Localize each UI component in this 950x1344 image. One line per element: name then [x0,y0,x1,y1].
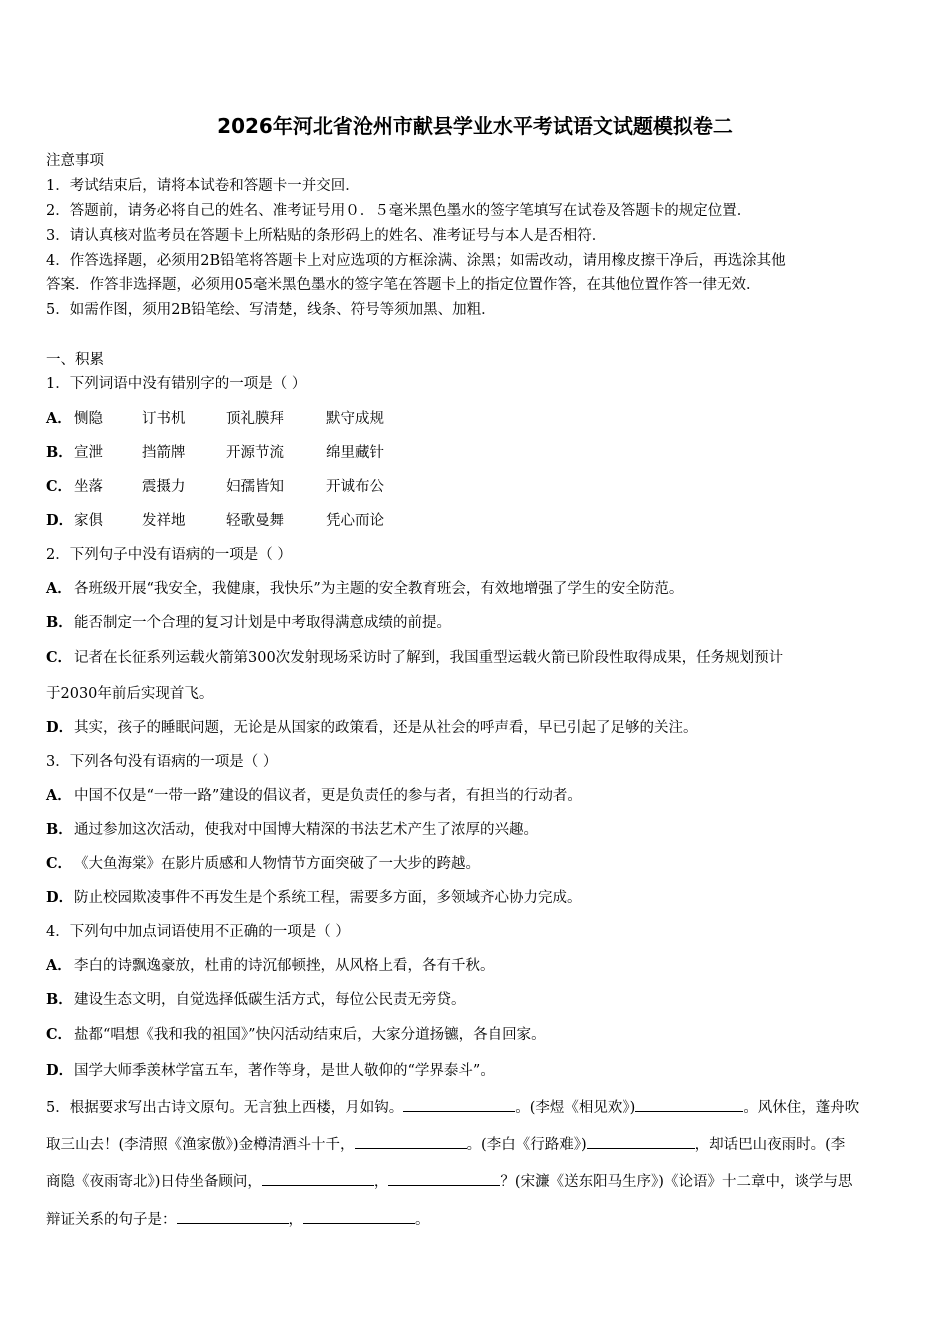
answer-blank[interactable] [635,1097,743,1112]
option-text: 国学大师季羡林学富五车，著作等身，是世人敬仰的“学界泰斗”。 [74,1063,495,1079]
question-stem: 2．下列句子中没有语病的一项是（ ） [46,547,292,563]
option-text: 其实，孩子的睡眠问题，无论是从国家的政策看，还是从社会的呼声看，早已引起了足够的关注。 [74,720,698,736]
notice-item: 3．请认真核对监考员在答题卡上所粘贴的条形码上的姓名、准考证号与本人是否相符． [46,228,607,244]
option-label: D． [46,1062,74,1079]
option-row [46,888,582,908]
option-continuation: 于2030年前后实现首飞。 [46,686,214,702]
q5-text: 。 [415,1212,430,1228]
option-row [46,443,384,463]
option-word: 订书机 [142,411,186,427]
option-row [46,854,480,874]
option-label: C． [46,1026,73,1043]
answer-blank[interactable] [403,1097,515,1112]
q5-text: ？(宋濂《送东阳马生序》)《论语》十二章中，谈学与思 [500,1174,853,1190]
q5-line [46,1097,859,1118]
option-word: 震摄力 [142,479,186,495]
option-label: A． [46,580,72,597]
option-text: 能否制定一个合理的复习计划是中考取得满意成绩的前提。 [74,615,451,631]
q5-text: 5．根据要求写出古诗文原句。无言独上西楼，月如钩。 [46,1100,404,1116]
option-word: 凭心而论 [326,513,384,529]
option-label: D． [46,512,74,529]
answer-blank[interactable] [388,1171,500,1186]
option-row [46,409,384,429]
option-text: 李白的诗飘逸豪放，杜甫的诗沉郁顿挫，从风格上看，各有千秋。 [74,958,495,974]
option-label: C． [46,478,73,495]
option-text: 防止校园欺凌事件不再发生是个系统工程，需要多方面，多领域齐心协力完成。 [74,890,582,906]
option-label: C． [46,649,73,666]
option-row [46,718,698,738]
option-word: 绵里藏针 [326,445,384,461]
notice-heading: 注意事项 [46,153,104,169]
notice-item: 5．如需作图，须用2B铅笔绘、写清楚，线条、符号等须加黑、加粗． [46,302,496,318]
question-stem: 1．下列词语中没有错别字的一项是（ ） [46,376,307,392]
q5-line [46,1171,852,1192]
option-label: B． [46,821,73,838]
option-word: 轻歌曼舞 [226,513,284,529]
option-word: 发祥地 [142,513,186,529]
option-row [46,477,384,497]
answer-blank[interactable] [177,1209,289,1224]
option-label: A． [46,787,72,804]
option-text: 《大鱼海棠》在影片质感和人物情节方面突破了一大步的跨越。 [74,856,480,872]
answer-blank[interactable] [303,1209,415,1224]
q5-text: 。(李白《行路难》) [466,1137,587,1153]
option-label: A． [46,957,72,974]
option-word: 开诚布公 [326,479,384,495]
answer-blank[interactable] [587,1134,695,1149]
option-label: D． [46,719,74,736]
q5-text: 。风休住，蓬舟吹 [743,1100,860,1116]
q5-text: ，却话巴山夜雨时。(李 [694,1137,846,1153]
page-title: 2026年河北省沧州市献县学业水平考试语文试题模拟卷二 [217,114,733,138]
option-text: 中国不仅是“一带一路”建设的倡议者，更是负责任的参与者，有担当的行动者。 [74,788,582,804]
option-text: 记者在长征系列运载火箭第300次发射现场采访时了解到，我国重型运载火箭已阶段性取得成果，任务规划预计 [74,650,784,666]
option-word: 顶礼膜拜 [226,411,284,427]
q5-line [46,1134,845,1155]
option-row [46,1025,546,1045]
question-stem: 3．下列各句没有语病的一项是（ ） [46,754,278,770]
option-word: 开源节流 [226,445,284,461]
option-row [46,786,582,806]
notice-item: 2．答题前，请务必将自己的姓名、准考证号用０．５毫米黑色墨水的签字笔填写在试卷及答题卡的规定位置． [46,203,752,219]
option-row [46,579,683,599]
option-label: A． [46,410,72,427]
notice-item: 4．作答选择题，必须用2B铅笔将答题卡上对应选项的方框涂满、涂黑；如需改动，请用橡皮擦干净后，再选涂其他 [46,253,786,269]
option-word: 恻隐 [74,411,103,427]
q5-text: 辩证关系的句子是： [46,1212,177,1228]
option-text: 建设生态文明，自觉选择低碳生活方式，每位公民责无旁贷。 [74,992,466,1008]
q5-text: ， [373,1174,389,1190]
answer-blank[interactable] [262,1171,374,1186]
option-row [46,990,466,1010]
option-label: B． [46,991,73,1008]
answer-blank[interactable] [355,1134,467,1149]
option-row [46,956,495,976]
option-word: 默守成规 [326,411,384,427]
option-word: 宣泄 [74,445,103,461]
option-row [46,1061,495,1081]
section-heading: 一、积累 [46,352,104,368]
notice-item: 1．考试结束后，请将本试卷和答题卡一并交回． [46,178,360,194]
option-label: B． [46,614,73,631]
option-text: 盐都“唱想《我和我的祖国》”快闪活动结束后，大家分道扬镳，各自回家。 [74,1027,546,1043]
q5-text: 商隐《夜雨寄北》)日侍坐备顾问， [46,1174,262,1190]
option-label: B． [46,444,73,461]
option-row [46,820,538,840]
option-word: 坐落 [74,479,103,495]
option-row [46,511,384,531]
option-text: 通过参加这次活动，使我对中国博大精深的书法艺术产生了浓厚的兴趣。 [74,822,538,838]
option-text: 各班级开展“我安全，我健康，我快乐”为主题的安全教育班会，有效地增强了学生的安全防范。 [74,581,684,597]
q5-text: 。(李煜《相见欢》) [515,1100,636,1116]
option-label: D． [46,889,74,906]
option-word: 挡箭牌 [142,445,186,461]
option-row [46,613,451,633]
option-label: C． [46,855,73,872]
q5-text: ， [288,1212,303,1228]
q5-text: 取三山去！(李清照《渔家傲》)金樽清酒斗十千， [46,1137,355,1153]
notice-item: 答案．作答非选择题，必须用05毫米黑色墨水的签字笔在答题卡上的指定位置作答，在其他位置作答一律无效． [46,277,761,293]
question-stem: 4．下列句中加点词语使用不正确的一项是（ ） [46,924,350,940]
option-row [46,648,783,668]
option-word: 妇孺皆知 [226,479,284,495]
option-word: 家俱 [74,513,103,529]
q5-line [46,1209,430,1230]
